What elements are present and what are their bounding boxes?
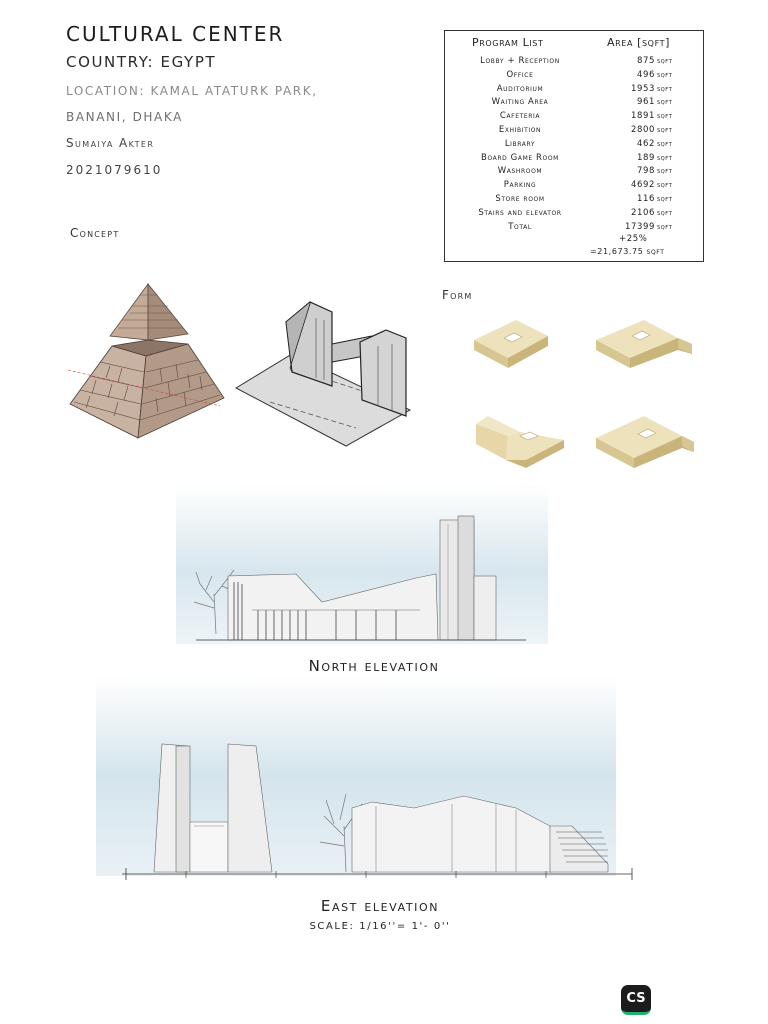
program-list-header: Program List — [472, 36, 544, 49]
program-value: 189 — [636, 152, 655, 163]
east-elevation-drawing — [96, 676, 656, 882]
program-name: Library — [504, 138, 536, 149]
program-grand-total-row — [445, 247, 703, 260]
program-unit: sqft — [657, 83, 673, 93]
program-unit: sqft — [657, 125, 673, 134]
program-unit: sqft — [657, 221, 673, 231]
program-row — [445, 208, 703, 221]
program-value: 875 — [636, 56, 655, 66]
program-value: 17399 — [624, 221, 655, 232]
program-table — [444, 30, 704, 262]
camscanner-logo: CS — [621, 985, 651, 1015]
program-unit: sqft — [657, 207, 673, 217]
program-name: Store room — [495, 194, 545, 204]
program-value: 1953 — [630, 83, 655, 94]
program-row — [445, 180, 703, 193]
form-studies — [468, 312, 700, 468]
program-unit: sqft — [657, 194, 673, 203]
location-line-2: BANANI, DHAKA — [66, 110, 183, 124]
program-value: 116 — [636, 194, 655, 204]
program-name: Auditorium — [496, 83, 544, 94]
program-name: Board Game Room — [481, 152, 559, 163]
program-row — [445, 97, 703, 110]
program-unit: sqft — [657, 97, 673, 107]
program-name: Stairs and elevator — [478, 207, 562, 218]
program-row — [445, 153, 703, 166]
program-value: 1891 — [630, 111, 655, 122]
program-name: Office — [506, 69, 534, 80]
program-unit: sqft — [657, 166, 673, 176]
program-name: Exhibition — [498, 125, 542, 135]
program-value: 4692 — [630, 180, 655, 191]
program-name: Waiting Area — [491, 97, 549, 108]
program-row — [445, 70, 703, 83]
east-elevation-caption: East elevation — [320, 897, 440, 915]
program-value: 496 — [636, 69, 655, 80]
student-id: 2021079610 — [66, 163, 163, 177]
form-block-1 — [474, 320, 548, 368]
east-elevation-scale: SCALE: 1/16''= 1'- 0'' — [309, 921, 451, 932]
program-value: 961 — [636, 97, 655, 108]
program-unit: sqft — [657, 152, 673, 162]
program-row — [445, 125, 703, 138]
program-total-row — [445, 222, 703, 235]
program-row — [445, 139, 703, 152]
program-row — [445, 111, 703, 124]
gateway-sketch — [236, 302, 410, 446]
program-unit: sqft — [657, 180, 673, 190]
program-value: 462 — [636, 138, 655, 149]
form-label: Form — [442, 288, 473, 302]
area-header: Area [sqft] — [607, 36, 671, 49]
program-unit: sqft — [657, 69, 673, 79]
program-unit: sqft — [657, 138, 673, 148]
program-unit: sqft — [657, 56, 673, 65]
concept-illustration — [60, 278, 440, 458]
program-name: Lobby + Reception — [480, 56, 560, 66]
north-elevation-drawing — [176, 484, 548, 644]
program-value: 2106 — [630, 207, 655, 218]
form-block-4 — [596, 416, 694, 468]
program-plus-row — [445, 234, 703, 247]
pyramid-illustration — [68, 284, 224, 438]
program-row — [445, 56, 703, 69]
program-unit: sqft — [657, 111, 673, 121]
north-elevation-caption: North elevation — [308, 657, 440, 675]
program-row — [445, 166, 703, 179]
program-grand-total: =21,673.75 sqft — [590, 247, 665, 257]
program-value: 798 — [636, 166, 655, 177]
form-block-2 — [596, 320, 692, 368]
form-block-3 — [476, 416, 564, 468]
location-line-1: LOCATION: KAMAL ATATURK PARK, — [66, 84, 318, 98]
country-label: COUNTRY: EGYPT — [66, 53, 217, 71]
page-title: CULTURAL CENTER — [66, 22, 285, 46]
program-name: Parking — [503, 180, 537, 191]
concept-label: Concept — [70, 226, 120, 240]
program-plus: +25% — [619, 234, 648, 245]
program-name: Total — [508, 221, 532, 232]
program-name: Washroom — [497, 166, 543, 177]
program-row — [445, 194, 703, 207]
author-name: Sumaiya Akter — [66, 136, 155, 150]
program-value: 2800 — [630, 125, 655, 135]
program-row — [445, 84, 703, 97]
program-name: Cafeteria — [499, 111, 541, 122]
